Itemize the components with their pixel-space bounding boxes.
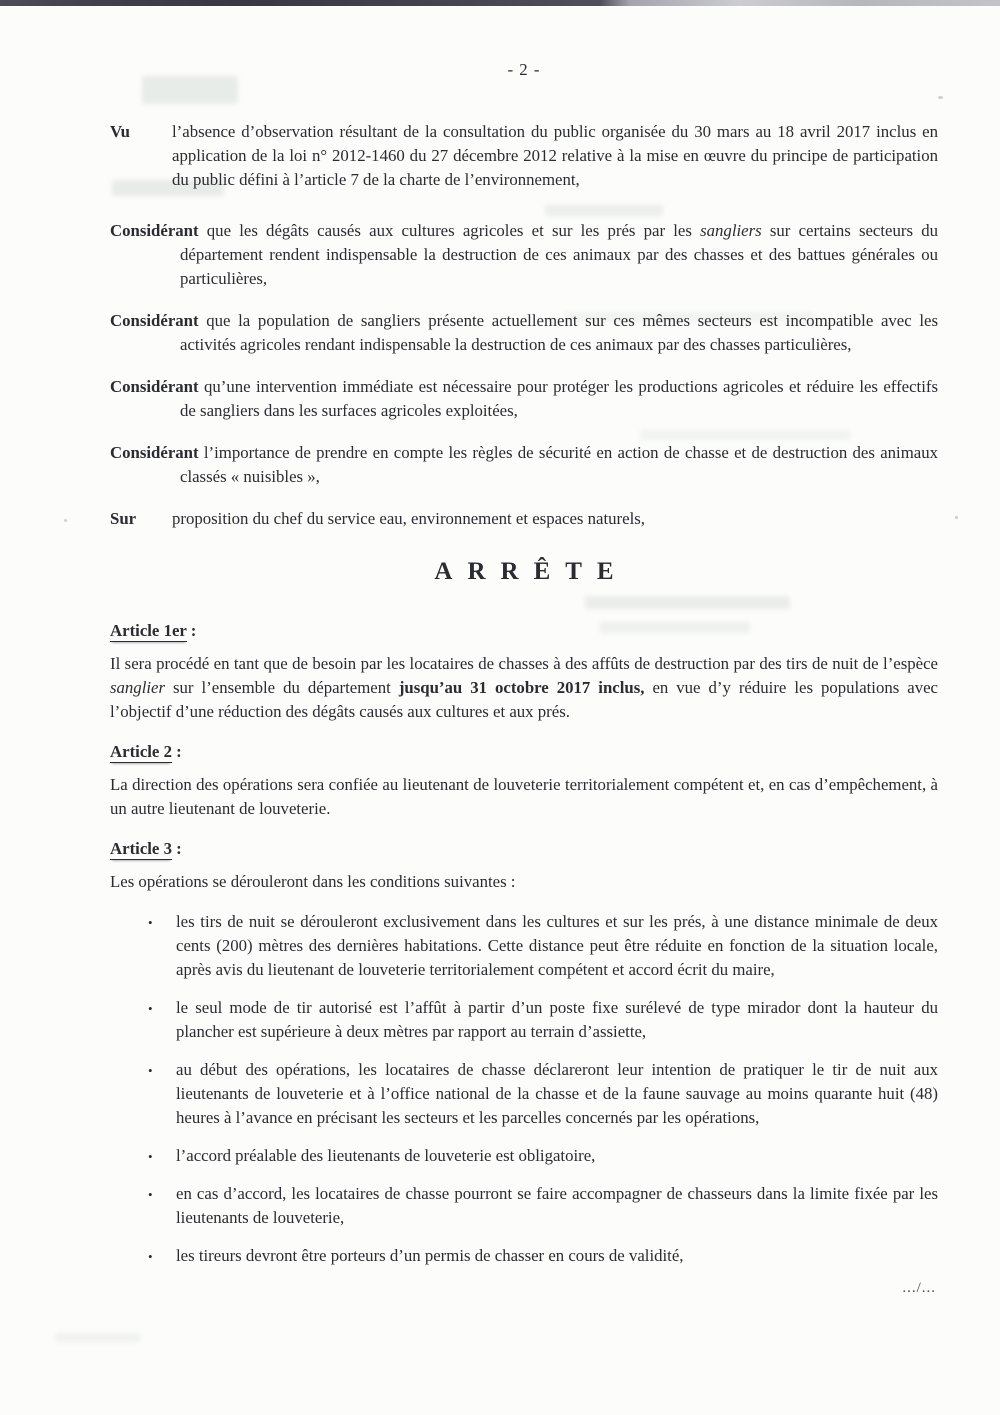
article-title-text: Article 1er <box>110 621 187 640</box>
article-title-colon: : <box>171 839 182 858</box>
text-segment: Les opérations se dérouleront dans les conditions suivantes : <box>110 872 516 891</box>
preamble-label: Considérant <box>110 377 199 396</box>
scan-speck-artifact <box>64 519 67 522</box>
bleedthrough-artifact <box>55 1333 140 1342</box>
bullet-icon: • <box>148 915 153 930</box>
text-segment: en vue d’y réduire les populations avec l’objectif d’une réduction des dégâts causés aux cultures et aux prés. <box>110 678 939 721</box>
list-item <box>110 996 938 1044</box>
text-segment: sanglier <box>110 678 166 697</box>
preamble-label: Considérant <box>110 221 199 240</box>
text-segment: sangliers <box>700 221 762 240</box>
continuation-mark: .../... <box>902 1280 936 1296</box>
list-item <box>110 1144 938 1168</box>
article <box>110 837 938 1268</box>
preamble-item <box>110 507 938 531</box>
article <box>110 740 938 821</box>
scan-speck-artifact <box>938 96 943 99</box>
text-segment: l’importance de prendre en compte les règles de sécurité en action de chasse et de destruction des animaux classés « nuisibles », <box>180 443 938 486</box>
list-item <box>110 910 938 982</box>
text-segment: qu’une intervention immédiate est nécessaire pour protéger les productions agricoles et réduire les effectifs de sangliers dans les surfaces agricoles exploitées, <box>180 377 939 420</box>
preamble-item <box>110 375 938 423</box>
text-segment: en cas d’accord, les locataires de chasse pourront se faire accompagner de chasseurs dans la limite fixée par les lieutenants de louveterie, <box>176 1184 938 1227</box>
article-title-colon: : <box>171 742 182 761</box>
text-segment: l’absence d’observation résultant de la consultation du public organisée du 30 mars au 18 avril 2017 inclus en application de la loi n° 2012-1460 du 27 décembre 2012 relative à la mise en œuvre du principe de participation du public défini à l’article 7 de la charte de l’environnement, <box>172 122 938 189</box>
text-segment: les tireurs devront être porteurs d’un permis de chasser en cours de validité, <box>176 1246 684 1265</box>
article-paragraph <box>110 652 938 724</box>
bullet-icon: • <box>148 1249 153 1264</box>
text-segment: au début des opérations, les locataires de chasse déclareront leur intention de pratiquer le tir de nuit aux lieutenants de louveterie et à l’office national de la chasse et de la faune sauvage au moins quarante huit (48) heures à l’avance en précisant les secteurs et les parcelles concernés par les opérations, <box>176 1060 938 1127</box>
list-item <box>110 1182 938 1230</box>
preamble-item <box>110 441 938 489</box>
preamble-item <box>110 309 938 357</box>
preamble-label: Considérant <box>110 311 199 330</box>
text-block <box>110 0 938 1300</box>
text-segment: les tirs de nuit se dérouleront exclusivement dans les cultures et sur les prés, à une distance minimale de deux cents (200) mètres des dernières habitations. Cette distance peut être réduite en fonction de la situation locale, après avis du lieutenant de louveterie territorialement compétent et accord écrit du maire, <box>176 912 938 979</box>
bullet-icon: • <box>148 1063 153 1078</box>
bullet-list <box>110 910 938 1268</box>
list-item <box>110 1244 938 1268</box>
text-segment: l’accord préalable des lieutenants de louveterie est obligatoire, <box>176 1146 596 1165</box>
bullet-icon: • <box>148 1149 153 1164</box>
article-title <box>110 837 938 861</box>
preamble <box>110 120 938 531</box>
text-segment: que les dégâts causés aux cultures agricoles et sur les prés par les <box>206 221 701 240</box>
article-paragraph <box>110 870 938 894</box>
text-segment: Il sera procédé en tant que de besoin par les locataires de chasses à des affûts de destruction par des tirs de nuit de l’espèce <box>110 654 938 673</box>
preamble-label: Sur <box>110 509 137 528</box>
article-paragraph <box>110 773 938 821</box>
text-segment: proposition du chef du service eau, environnement et espaces naturels, <box>172 509 645 528</box>
text-segment: jusqu’au 31 octobre 2017 inclus, <box>398 678 645 697</box>
preamble-item <box>110 120 938 192</box>
text-segment: le seul mode de tir autorisé est l’affût à partir d’un poste fixe surélevé de type mirador dont la hauteur du plancher est supérieure à deux mètres par rapport au terrain d’assiette, <box>176 998 938 1041</box>
article <box>110 619 938 724</box>
bullet-icon: • <box>148 1187 153 1202</box>
scan-speck-artifact <box>955 516 958 519</box>
text-segment: sur certains secteurs du département rendent indispensable la destruction de ces animaux par des chasses et des battues générales ou particulières, <box>180 221 938 288</box>
text-segment: La direction des opérations sera confiée au lieutenant de louveterie territorialement compétent et, en cas d’empêchement, à un autre lieutenant de louveterie. <box>110 775 938 818</box>
page-number: - 2 - <box>507 60 541 79</box>
bullet-icon: • <box>148 1001 153 1016</box>
article-title-text: Article 2 <box>110 742 172 761</box>
preamble-label: Vu <box>110 122 130 141</box>
text-segment: que la population de sangliers présente actuellement sur ces mêmes secteurs est incompatible avec les activités agricoles rendant indispensable la destruction de ces animaux par des chasses particulières, <box>180 311 938 354</box>
article-title <box>110 740 938 764</box>
list-item <box>110 1058 938 1130</box>
preamble-label: Considérant <box>110 443 199 462</box>
article-title-colon: : <box>186 621 197 640</box>
decree-heading: ARRÊTE <box>434 558 629 585</box>
articles <box>110 619 938 1268</box>
article-title <box>110 619 938 643</box>
article-title-text: Article 3 <box>110 839 172 858</box>
preamble-item <box>110 219 938 291</box>
text-segment: sur l’ensemble du département <box>165 678 399 697</box>
